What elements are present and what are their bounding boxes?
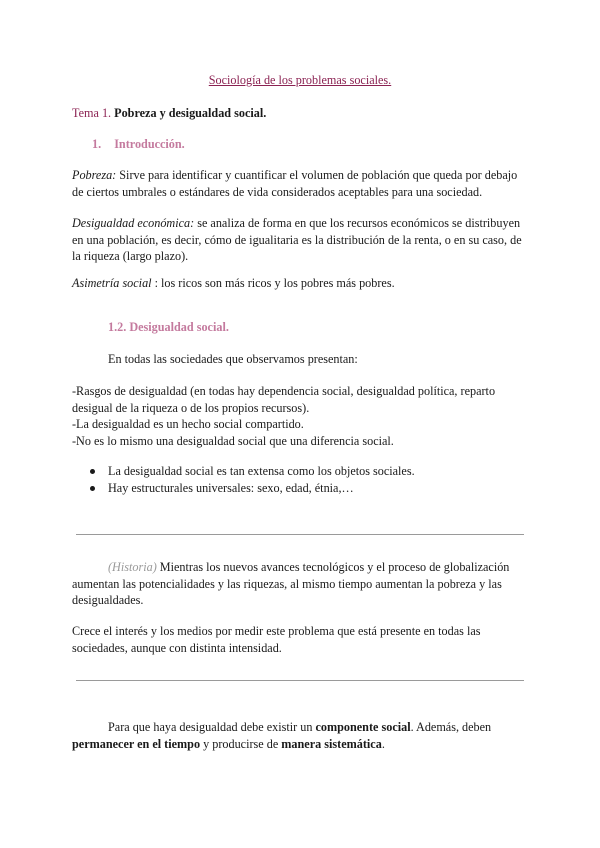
definition-term: Desigualdad económica: [72, 216, 195, 230]
horizontal-divider [76, 680, 524, 681]
historia-tag: (Historia) [108, 560, 157, 574]
dash-item: -La desigualdad es un hecho social compartido. [72, 417, 304, 431]
dash-list [72, 383, 528, 449]
definition-asimetria-social [72, 275, 528, 292]
dash-item: -Rasgos de desigualdad (en todas hay dependencia social, desigualdad política, reparto desigual de la riqueza o de los propios recursos). [72, 384, 496, 415]
section-label: Introducción. [114, 137, 185, 151]
section-number: 1. [92, 137, 102, 151]
final-text: y producirse de [200, 736, 282, 751]
dash-item: -No es lo mismo una desigualdad social que una diferencia social. [72, 433, 394, 448]
definition-text: Sirve para identificar y cuantificar el volumen de población que queda por debajo de ciertos umbrales o estándares de vida considerados aceptables para una sociedad. [72, 168, 518, 199]
historia-paragraph [72, 559, 528, 609]
definition-pobreza [72, 167, 528, 200]
crece-paragraph: Crece el interés y los medios por medir este problema que está presente en todas las sociedades, aunque con distinta intensidad. [72, 624, 481, 655]
tema-heading [72, 105, 266, 122]
definition-term: Pobreza: [72, 168, 117, 182]
final-text: Para que haya desigualdad debe existir un [108, 720, 316, 734]
document-title: Sociología de los problemas sociales. [208, 73, 392, 87]
final-text: . [381, 736, 385, 751]
final-text: . Además, deben [410, 720, 492, 734]
definition-text: se analiza de forma en que los recursos económicos se distribuyen en una población, es decir, cómo de igualitaria es la distribución de la renta, o en su caso, de la riqueza (largo plazo). [72, 216, 522, 263]
definition-text: : los ricos son más ricos y los pobres más pobres. [151, 276, 395, 290]
definition-desigualdad-economica [72, 215, 528, 265]
tema-text: Pobreza y desigualdad social. [114, 106, 267, 120]
intro-line: En todas las sociedades que observamos presentan: [108, 352, 358, 366]
section-desigualdad-social-heading: 1.2. Desigualdad social. [108, 320, 229, 334]
historia-text: Mientras los nuevos avances tecnológicos y el proceso de globalización aumentan las potencialidades y las riquezas, al mismo tiempo aumentan la pobreza y las desigualdades. [72, 560, 510, 607]
bold-term: componente social [315, 720, 411, 734]
definition-term: Asimetría social [72, 276, 152, 290]
bullet-item: Hay estructurales universales: sexo, edad, étnia,… [72, 480, 528, 497]
bold-term: permanecer en el tiempo [72, 736, 201, 751]
bold-term: manera sistemática [281, 736, 382, 751]
tema-label: Tema 1. [72, 106, 112, 120]
final-paragraph [72, 719, 528, 752]
bullet-list [72, 463, 528, 496]
horizontal-divider [76, 534, 524, 535]
bullet-item: La desigualdad social es tan extensa como los objetos sociales. [72, 463, 528, 480]
section-introduccion-heading [92, 136, 185, 153]
